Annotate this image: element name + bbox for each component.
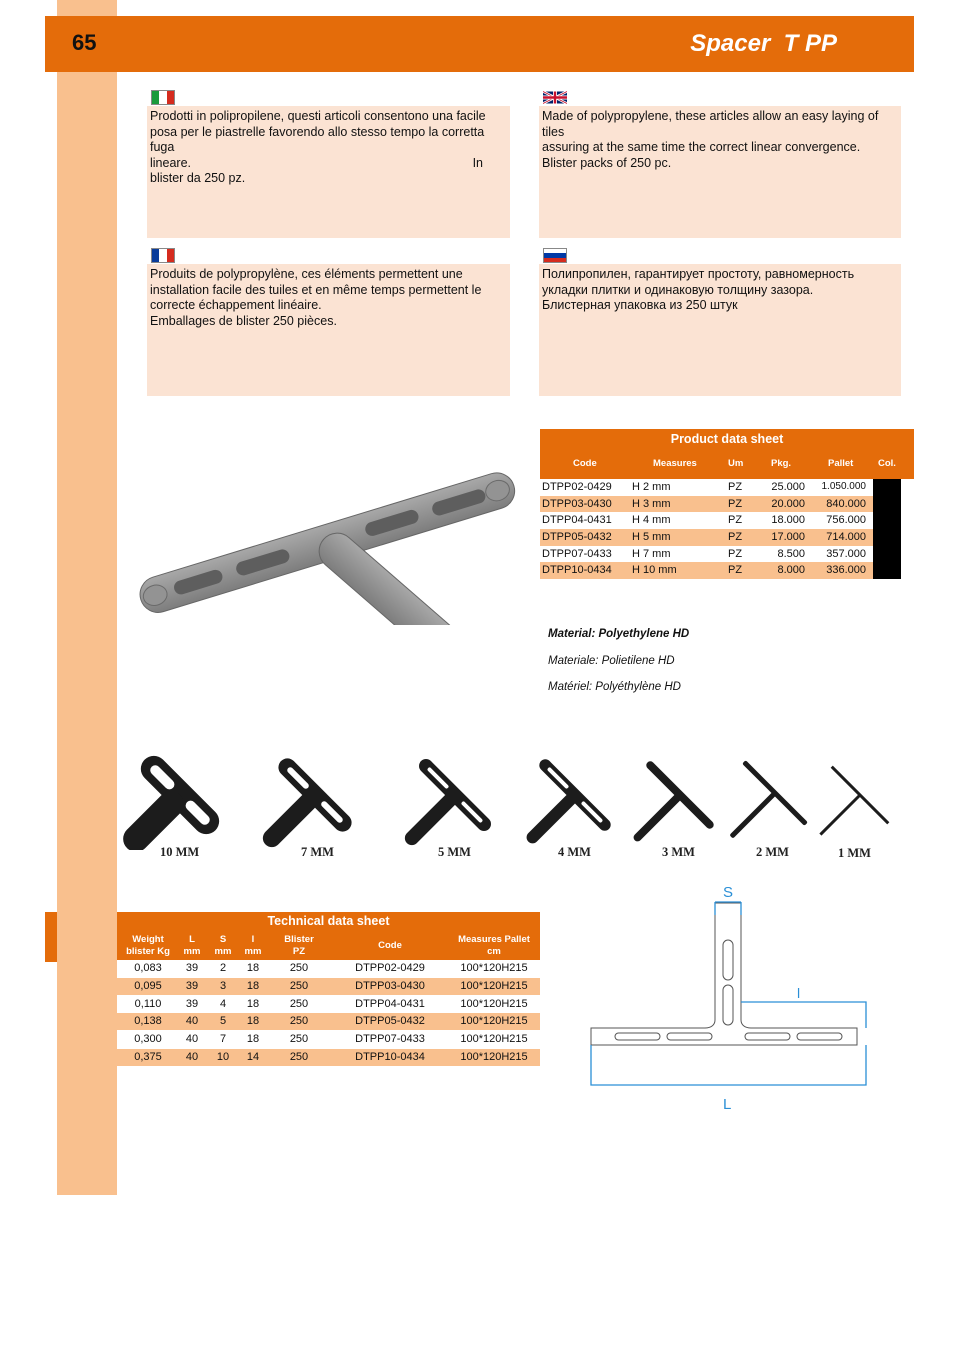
tds-cell-ll: 18 <box>246 979 260 992</box>
tds-cell-s: 4 <box>219 997 227 1010</box>
tds-cell-ll: 18 <box>246 1033 260 1046</box>
pds-row <box>540 479 873 496</box>
pds-cell-code: DTPP07-0433 <box>542 547 612 560</box>
tds-cell-code: DTPP10-0434 <box>355 1050 425 1063</box>
desc-en-line3: Blister packs of 250 pc. <box>542 155 672 170</box>
left-sidebar-band <box>57 0 117 1195</box>
desc-fr-line3: correcte échappement linéaire. <box>150 298 322 312</box>
uk-flag-icon <box>543 90 567 105</box>
tds-cell-blister: 250 <box>289 1015 309 1028</box>
size-label-10mm: 10 MM <box>160 845 200 859</box>
tds-row <box>117 960 540 978</box>
tds-cell-s: 2 <box>219 962 227 974</box>
pds-col-pkg: Pkg. <box>771 458 792 469</box>
desc-ru-line1: Полипропилен, гарантирует простоту, равномерность <box>542 267 855 281</box>
pds-cell-measures: H 7 mm <box>632 547 671 560</box>
desc-it-line4: blister da 250 pz. <box>150 171 246 185</box>
tds-body <box>117 960 540 1067</box>
tds-cell-ll: 18 <box>246 997 260 1010</box>
page-title: Spacer T PP <box>690 30 837 57</box>
tds-cell-weight: 0,300 <box>134 1033 162 1046</box>
pds-row <box>540 496 873 513</box>
tds-col-measures-unit: cm <box>487 946 501 957</box>
italy-flag-icon <box>151 90 175 105</box>
desc-it-line2: posa per le piastrelle favorendo allo stesso tempo la corretta fuga <box>150 124 485 154</box>
pds-col-measures: Measures <box>653 458 697 469</box>
diagram-label-big-l: L <box>723 1096 732 1113</box>
tds-col-weight-unit: blister Kg <box>126 946 170 957</box>
tds-col-s: S <box>219 934 227 945</box>
pds-col-code: Code <box>573 458 597 469</box>
tds-cell-measures: 100*120H215 <box>460 1033 528 1046</box>
tds-title: Technical data sheet <box>267 914 390 928</box>
pds-cell-pallet: 336.000 <box>826 564 866 577</box>
tds-cell-l: 40 <box>185 1015 199 1028</box>
size-label-2mm: 2 MM <box>756 845 789 859</box>
pds-cell-pallet: 714.000 <box>826 531 866 544</box>
tds-row <box>117 978 540 996</box>
tds-col-s-unit: mm <box>214 946 232 957</box>
desc-en-line2: assuring at the same time the correct linear convergence. <box>542 140 861 154</box>
tds-row <box>117 1013 540 1031</box>
pds-row <box>540 529 873 546</box>
desc-fr-line1: Produits de polypropylène, ces éléments permettent une <box>150 267 463 281</box>
tds-cell-ll: 18 <box>246 1015 260 1028</box>
tds-col-ll: l <box>251 934 255 945</box>
tds-cell-code: DTPP04-0431 <box>355 997 425 1010</box>
pds-cell-pkg: 8.000 <box>777 564 805 577</box>
tech-sheet-side-marker <box>45 912 57 962</box>
tds-cell-weight: 0,375 <box>134 1050 162 1063</box>
pds-row <box>540 546 873 563</box>
product-photo-t-spacer <box>125 445 520 625</box>
tds-cell-s: 10 <box>216 1050 230 1063</box>
pds-body <box>540 479 914 579</box>
tds-col-ll-unit: mm <box>244 946 262 957</box>
tds-cell-measures: 100*120H215 <box>460 997 528 1010</box>
tds-row <box>117 1049 540 1067</box>
tds-cell-s: 5 <box>219 1015 227 1028</box>
tds-cell-blister: 250 <box>289 979 309 992</box>
tds-row <box>117 1031 540 1049</box>
description-en <box>539 106 901 238</box>
diagram-label-s: S <box>723 884 734 901</box>
pds-cell-pkg: 18.000 <box>771 514 805 527</box>
tds-cell-l: 40 <box>185 1033 199 1046</box>
tds-cell-measures: 100*120H215 <box>460 962 528 974</box>
pds-cell-um: PZ <box>728 481 743 493</box>
size-label-5mm: 5 MM <box>438 845 471 859</box>
pds-cell-code: DTPP05-0432 <box>542 531 612 544</box>
tds-col-blister-unit: PZ <box>292 946 306 957</box>
product-data-sheet <box>540 429 914 579</box>
pds-col-col: Col. <box>878 458 896 469</box>
tds-col-blister: Blister <box>284 934 314 945</box>
description-it <box>147 106 510 238</box>
description-ru <box>539 264 901 396</box>
tds-cell-code: DTPP02-0429 <box>355 962 425 974</box>
pds-cell-code: DTPP02-0429 <box>542 481 612 493</box>
tds-cell-l: 40 <box>185 1050 199 1063</box>
france-flag-icon <box>151 248 175 263</box>
desc-it-line3a: lineare. <box>150 155 191 170</box>
tds-cell-blister: 250 <box>289 1050 309 1063</box>
tds-cell-weight: 0,138 <box>134 1015 162 1028</box>
russia-flag-icon <box>543 248 567 263</box>
pds-cell-code: DTPP04-0431 <box>542 514 612 527</box>
tds-cell-l: 39 <box>185 997 199 1010</box>
diagram-label-small-l: l <box>797 985 801 1001</box>
pds-cell-measures: H 5 mm <box>632 531 671 544</box>
tds-row <box>117 996 540 1014</box>
tds-cell-code: DTPP07-0433 <box>355 1033 425 1046</box>
technical-data-sheet <box>117 912 540 1067</box>
size-label-7mm: 7 MM <box>301 845 334 859</box>
pds-cell-measures: H 3 mm <box>632 497 671 510</box>
pds-cell-pkg: 20.000 <box>771 497 805 510</box>
pds-cell-code: DTPP10-0434 <box>542 564 612 577</box>
tds-cell-code: DTPP03-0430 <box>355 979 425 992</box>
tds-cell-measures: 100*120H215 <box>460 1050 528 1063</box>
pds-header <box>540 429 914 479</box>
pds-cell-um: PZ <box>728 497 743 510</box>
tds-cell-code: DTPP05-0432 <box>355 1015 425 1028</box>
size-variants-illustration <box>120 745 900 850</box>
desc-ru-line2: укладки плитки и одинаковую толщину зазора. <box>542 282 814 297</box>
tds-col-measures: Measures Pallet <box>458 934 530 945</box>
tds-cell-blister: 250 <box>289 1033 309 1046</box>
tds-cell-l: 39 <box>185 979 199 992</box>
tds-col-code: Code <box>378 940 402 951</box>
pds-title: Product data sheet <box>670 432 784 446</box>
pds-cell-measures: H 10 mm <box>632 564 677 577</box>
pds-cell-pallet: 357.000 <box>826 547 866 560</box>
desc-fr-line2: installation facile des tuiles et en même temps permettent le <box>150 282 482 297</box>
pds-cell-pallet: 1.050.000 <box>821 481 866 492</box>
tds-cell-weight: 0,095 <box>134 979 162 992</box>
pds-cell-pkg: 17.000 <box>771 531 805 544</box>
tds-cell-s: 3 <box>219 979 227 992</box>
pds-cell-um: PZ <box>728 547 743 560</box>
page-number: 65 <box>72 30 97 55</box>
tds-cell-blister: 250 <box>289 997 309 1010</box>
pds-cell-pkg: 25.000 <box>771 481 805 493</box>
pds-cell-um: PZ <box>728 531 743 544</box>
pds-cell-pkg: 8.500 <box>777 547 805 560</box>
tds-cell-blister: 250 <box>289 962 309 974</box>
tds-cell-l: 39 <box>185 962 199 974</box>
material-fr: Matériel: Polyéthylène HD <box>548 681 681 693</box>
pds-row <box>540 562 873 579</box>
pds-col-pallet: Pallet <box>828 458 854 469</box>
tds-col-l-unit: mm <box>183 946 201 957</box>
tds-header <box>117 912 540 960</box>
tds-cell-measures: 100*120H215 <box>460 1015 528 1028</box>
pds-cell-pallet: 756.000 <box>826 514 866 527</box>
pds-cell-code: DTPP03-0430 <box>542 497 612 510</box>
pds-cell-measures: H 4 mm <box>632 514 671 527</box>
pds-col-um: Um <box>728 458 744 469</box>
size-label-4mm: 4 MM <box>558 845 591 859</box>
desc-it-line1: Prodotti in polipropilene, questi articoli consentono una facile <box>150 109 486 123</box>
pds-cell-um: PZ <box>728 514 743 527</box>
brand-watermark-logo <box>310 510 313 524</box>
pds-cell-pallet: 840.000 <box>826 497 866 510</box>
material-it: Materiale: Polietilene HD <box>548 655 675 667</box>
desc-fr-line4: Emballages de blister 250 pièces. <box>150 313 337 328</box>
tds-cell-s: 7 <box>219 1033 227 1046</box>
tds-cell-measures: 100*120H215 <box>460 979 528 992</box>
tds-cell-ll: 18 <box>246 962 260 974</box>
pds-cell-um: PZ <box>728 564 743 577</box>
pds-color-swatch <box>873 479 901 579</box>
tds-col-l: L <box>189 934 195 945</box>
desc-ru-line3: Блистерная упаковка из 250 штук <box>542 298 738 312</box>
size-label-1mm: 1 MM <box>838 846 871 860</box>
tds-cell-weight: 0,083 <box>134 962 162 974</box>
technical-drawing <box>585 880 875 1120</box>
pds-row <box>540 512 873 529</box>
pds-cell-measures: H 2 mm <box>632 481 671 493</box>
tds-cell-ll: 14 <box>246 1050 260 1063</box>
description-fr <box>147 264 510 396</box>
tds-cell-weight: 0,110 <box>134 997 162 1010</box>
desc-en-line1: Made of polypropylene, these articles allow an easy laying of tiles <box>542 109 879 139</box>
tds-col-weight: Weight <box>132 934 164 945</box>
material-en: Material: Polyethylene HD <box>548 628 690 640</box>
size-label-3mm: 3 MM <box>662 845 695 859</box>
desc-it-line3b: In <box>472 155 483 170</box>
